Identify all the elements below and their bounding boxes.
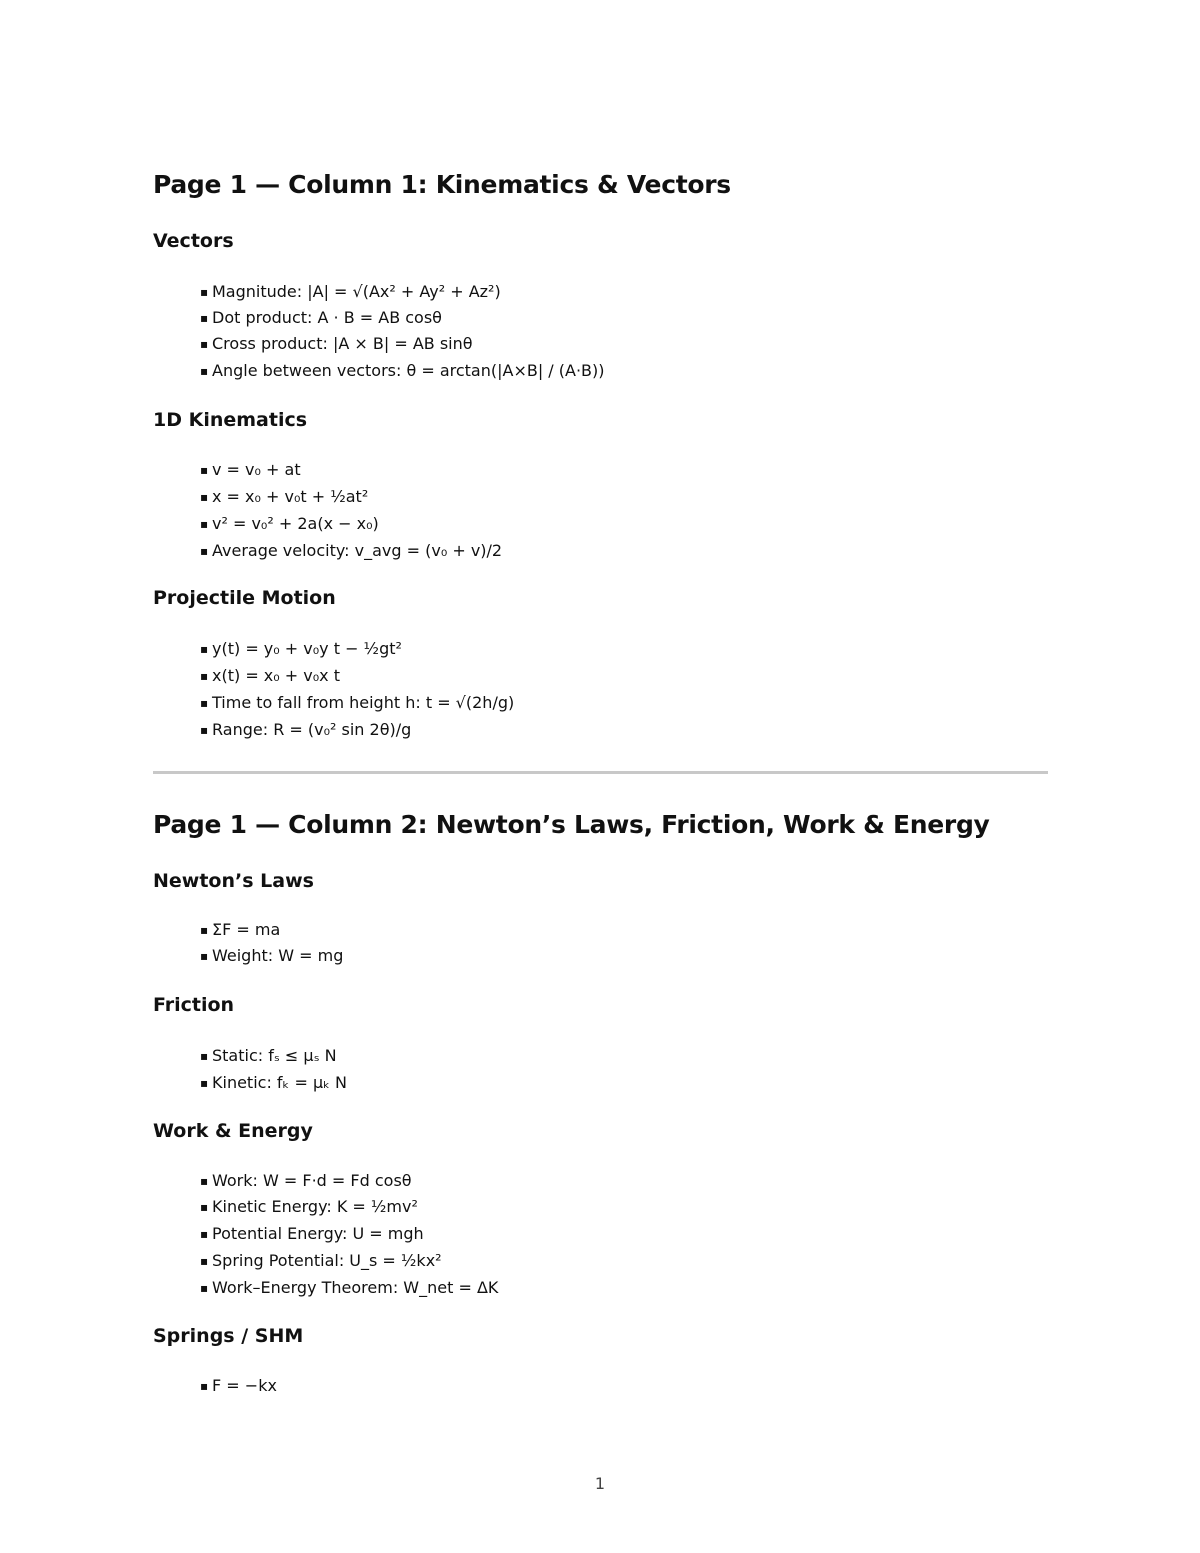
bullet-icon: ▪	[200, 923, 209, 937]
list-item: ▪ ΣF = ma	[200, 920, 281, 939]
list-item: ▪ Static: fₛ ≤ μₛ N	[200, 1046, 337, 1065]
bullet-icon: ▪	[200, 669, 209, 683]
list-item: ▪ Potential Energy: U = mgh	[200, 1224, 424, 1243]
list-item: ▪ Kinetic Energy: K = ½mv²	[200, 1197, 418, 1216]
list-item: ▪ Cross product: |A × B| = AB sinθ	[200, 334, 473, 353]
list-item: ▪ Time to fall from height h: t = √(2h/g)	[200, 693, 515, 712]
column1-title: Page 1 — Column 1: Kinematics & Vectors	[153, 170, 731, 199]
list-item: ▪ Weight: W = mg	[200, 946, 344, 965]
list-item: ▪ Work: W = F·d = Fd cosθ	[200, 1171, 412, 1190]
bullet-icon: ▪	[200, 642, 209, 656]
bullet-icon: ▪	[200, 1254, 209, 1268]
section-heading-work-energy: Work & Energy	[153, 1120, 313, 1142]
bullet-icon: ▪	[200, 1076, 209, 1090]
bullet-icon: ▪	[200, 490, 209, 504]
list-item: ▪ v² = v₀² + 2a(x − x₀)	[200, 514, 379, 533]
section-heading-vectors: Vectors	[153, 230, 234, 252]
horizontal-divider	[153, 771, 1048, 774]
section-heading-friction: Friction	[153, 994, 235, 1016]
bullet-icon: ▪	[200, 311, 209, 325]
bullet-icon: ▪	[200, 1174, 209, 1188]
bullet-icon: ▪	[200, 1227, 209, 1241]
bullet-icon: ▪	[200, 337, 209, 351]
bullet-icon: ▪	[200, 1200, 209, 1214]
list-item: ▪ F = −kx	[200, 1376, 277, 1395]
section-heading-1d-kinematics: 1D Kinematics	[153, 409, 308, 431]
bullet-icon: ▪	[200, 1379, 209, 1393]
list-item: ▪ Spring Potential: U_s = ½kx²	[200, 1251, 442, 1270]
bullet-icon: ▪	[200, 517, 209, 531]
bullet-icon: ▪	[200, 1281, 209, 1295]
section-heading-newtons-laws: Newton’s Laws	[153, 870, 314, 892]
bullet-icon: ▪	[200, 463, 209, 477]
bullet-icon: ▪	[200, 696, 209, 710]
list-item: ▪ Kinetic: fₖ = μₖ N	[200, 1073, 347, 1092]
bullet-icon: ▪	[200, 723, 209, 737]
list-item: ▪ x(t) = x₀ + v₀x t	[200, 666, 340, 685]
list-item: ▪ Magnitude: |A| = √(Ax² + Ay² + Az²)	[200, 282, 501, 301]
list-item: ▪ Range: R = (v₀² sin 2θ)/g	[200, 720, 412, 739]
section-heading-springs-shm: Springs / SHM	[153, 1325, 304, 1347]
list-item: ▪ y(t) = y₀ + v₀y t − ½gt²	[200, 639, 402, 658]
bullet-icon: ▪	[200, 1049, 209, 1063]
list-item: ▪ Average velocity: v_avg = (v₀ + v)/2	[200, 541, 503, 560]
list-item: ▪ x = x₀ + v₀t + ½at²	[200, 487, 369, 506]
bullet-icon: ▪	[200, 544, 209, 558]
list-item: ▪ Work–Energy Theorem: W_net = ΔK	[200, 1278, 499, 1297]
bullet-icon: ▪	[200, 364, 209, 378]
list-item: ▪ Angle between vectors: θ = arctan(|A×B| / (A·B))	[200, 361, 605, 380]
page-number: 1	[594, 1474, 606, 1493]
bullet-icon: ▪	[200, 285, 209, 299]
list-item: ▪ v = v₀ + at	[200, 460, 301, 479]
section-heading-projectile-motion: Projectile Motion	[153, 587, 336, 609]
bullet-icon: ▪	[200, 949, 209, 963]
list-item: ▪ Dot product: A · B = AB cosθ	[200, 308, 442, 327]
column2-title: Page 1 — Column 2: Newton’s Laws, Friction, Work & Energy	[153, 810, 990, 839]
